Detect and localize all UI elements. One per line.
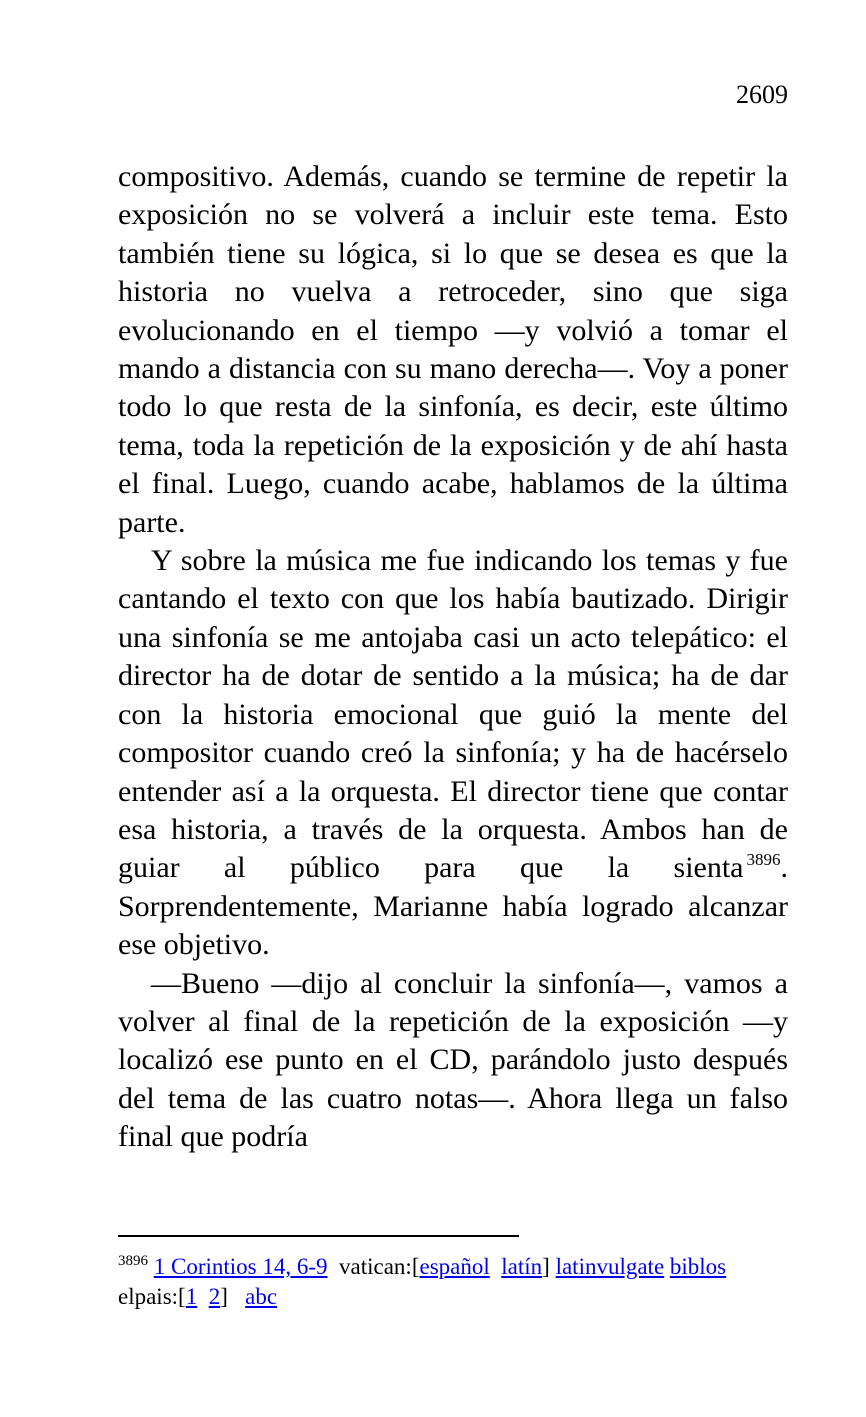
- paragraph-text: . Sorprendentemente, Marianne había logrado alcanzar ese objetivo.: [118, 851, 788, 962]
- vatican-close: ]: [542, 1254, 550, 1279]
- footnote: [118, 1252, 798, 1312]
- elpais-link-2[interactable]: 2: [208, 1284, 221, 1309]
- paragraph-text: Y sobre la música me fue indicando los temas y fue cantando el texto con que los había bautizado. Dirigir una sinfonía se me antojaba casi un acto telepático: el director ha de dotar de sentido a la música; ha de dar con la historia emocional que guió la mente del compositor cuando creó la sinfonía; y ha de hacérselo entender así a la orquesta. El director tiene que contar esa historia, a través de la orquesta. Ambos han de guiar al público para que la sienta: [118, 544, 788, 885]
- body-text: [118, 158, 788, 1157]
- paragraph: [118, 542, 788, 964]
- abc-link[interactable]: abc: [245, 1284, 278, 1309]
- footnote-number: 3896: [118, 1253, 148, 1269]
- paragraph: compositivo. Además, cuando se termine de repetir la exposición no se volverá a incluir este tema. Esto también tiene su lógica, si lo que se desea es que la historia no vuelva a retroceder, sino que siga evolucionando en el tiempo —y volvió a tomar el mando a distancia con su mano derecha—. Voy a poner todo lo que resta de la sinfonía, es decir, este último tema, toda la repetición de la exposición y de ahí hasta el final. Luego, cuando acabe, hablamos de la última parte.: [118, 160, 788, 539]
- elpais-close: ]: [220, 1284, 228, 1309]
- paragraph: —Bueno —dijo al concluir la sinfonía—, vamos a volver al final de la repetición de la exposición —y localizó ese punto en el CD, parándolo justo después del tema de las cuatro notas—. Ahora llega un falso final que podría: [118, 966, 788, 1154]
- biblos-link[interactable]: biblos: [669, 1254, 727, 1279]
- vatican-label: vatican:[: [339, 1254, 420, 1279]
- elpais-label: elpais:[: [118, 1284, 186, 1309]
- bible-reference-link[interactable]: 1 Corintios 14, 6-9: [153, 1254, 328, 1279]
- vatican-latin-link[interactable]: latín: [501, 1254, 543, 1279]
- footnote-divider: [118, 1235, 519, 1237]
- elpais-link-1[interactable]: 1: [185, 1284, 198, 1309]
- vatican-spanish-link[interactable]: español: [419, 1254, 490, 1279]
- latinvulgate-link[interactable]: latinvulgate: [555, 1254, 665, 1279]
- footnote-reference: 3896: [746, 850, 781, 870]
- page-number: 2609: [736, 80, 788, 109]
